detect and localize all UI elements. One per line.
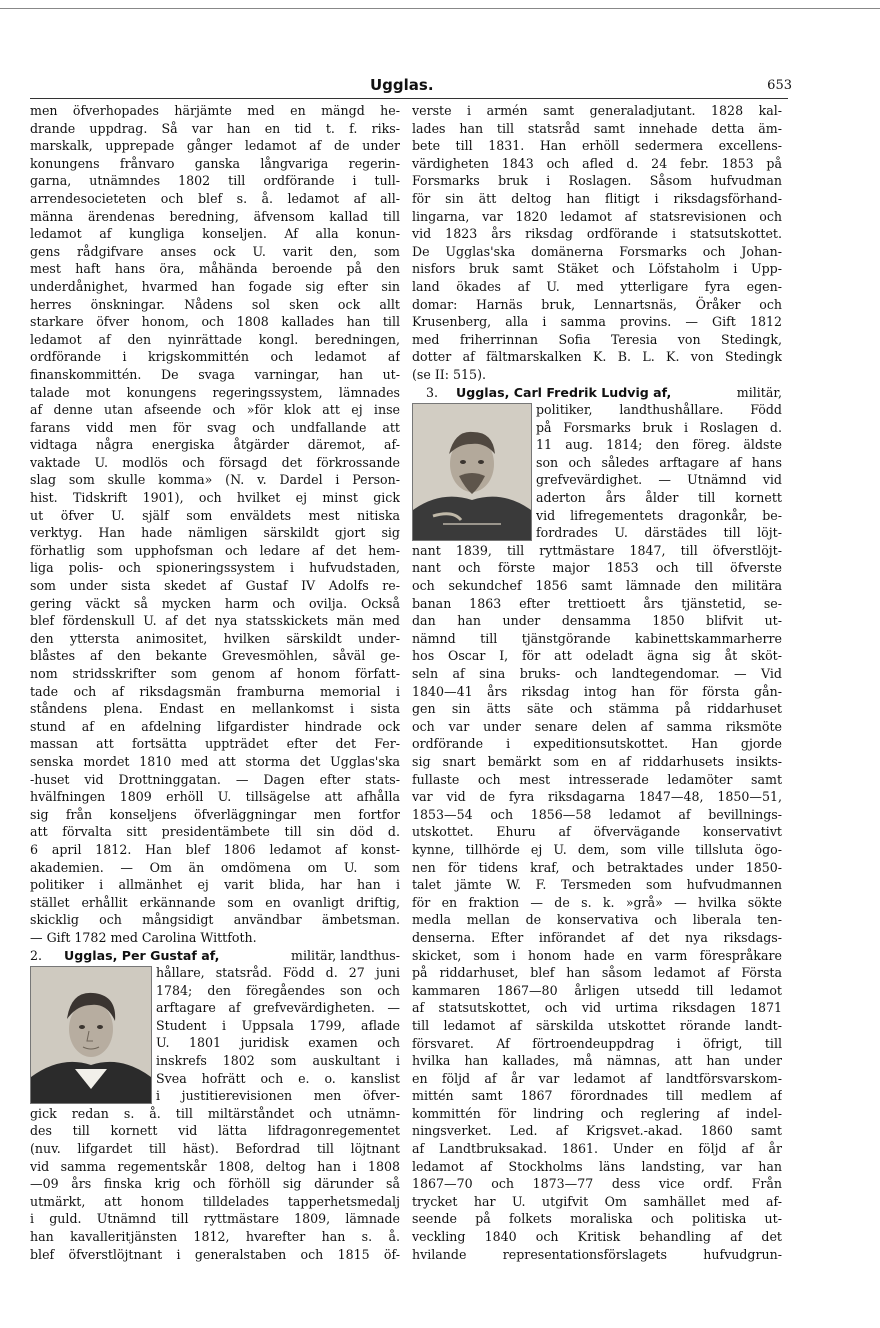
text-line: vid 1823 års riksdag ordförande i statsutskottet. — [412, 226, 782, 242]
text-line: grefvevärdighet. — Utnämnd vid — [536, 472, 782, 488]
text-line: af statsutskottet, och vid urtima riksdagen 1871 — [412, 1000, 782, 1016]
text-line: vid samma regementskår 1808, deltog han i 1808 — [30, 1158, 400, 1174]
text-line: skicket, som i honom hade en varm förespråkare — [412, 947, 782, 963]
text-line: männa ärendenas beredning, äfvensom kallad till — [30, 208, 400, 224]
text-line: veckling 1840 och Kritisk behandling af det — [412, 1229, 782, 1245]
text-line: De Ugglas'ska domänerna Forsmarks och Johan- — [412, 243, 782, 259]
text-line: han kavalleritjänsten 1812, hvarefter han s. å. — [30, 1229, 400, 1245]
portrait-per-gustaf-image — [31, 967, 151, 1103]
text-line: medla mellan de konservativa och liberala ten- — [412, 912, 782, 928]
text-line: af denne utan afseende och »för klok att ej inse — [30, 402, 400, 418]
text-line: nant 1839, till ryttmästare 1847, till öfverstlöjt- — [412, 542, 782, 558]
text-line: att förvalta sitt presidentämbete till sin död d. — [30, 824, 400, 840]
text-line: inskrefs 1802 som auskultant i — [156, 1053, 400, 1069]
text-line: värdigheten 1843 och afled d. 24 febr. 1853 på — [412, 155, 782, 171]
text-line: vidtaga några energiska åtgärder däremot, af- — [30, 437, 400, 453]
text-line: vaktade U. modlös och försagd det förkrossande — [30, 454, 400, 470]
entry2-wrapped-text — [156, 964, 400, 1105]
right-column — [412, 102, 782, 1263]
text-line: och sekundchef 1856 samt lämnade den militära — [412, 578, 782, 594]
text-line: Svea hofrätt och e. o. kanslist — [156, 1070, 400, 1086]
entry2-number: 2. — [30, 947, 43, 963]
text-line: blåstes af den bekante Grevesmöhlen, såväl ge- — [30, 648, 400, 664]
text-line: ut öfver U. själf som enväldets mest nitiska — [30, 507, 400, 523]
text-line: utmärkt, att honom tilldelades tapperhetsmedalj — [30, 1193, 400, 1209]
text-line: nämnd till tjänstgörande kabinettskammarherre — [412, 630, 782, 646]
text-line: med friherrinnan Sofia Teresia von Stedingk, — [412, 331, 782, 347]
left-text-block-b — [30, 1105, 400, 1263]
text-line: liga polis- och spioneringssystem i hufvudstaden, — [30, 560, 400, 576]
text-line: denserna. Efter införandet af det nya riksdags- — [412, 929, 782, 945]
text-line: hos Oscar I, för att odeladt ägna sig åt sköt- — [412, 648, 782, 664]
text-line: Student i Uppsala 1799, aflade — [156, 1017, 400, 1033]
text-line: slag som skulle komma» (N. v. Dardel i Person- — [30, 472, 400, 488]
text-line: ningsverket. Led. af Krigsvet.-akad. 1860 samt — [412, 1123, 782, 1139]
text-line: land ökades af U. med ytterligare fyra egen- — [412, 278, 782, 294]
text-line: 1853—54 och 1856—58 ledamot af bevillnings- — [412, 806, 782, 822]
text-line: verktyg. Han hade nämligen särskildt gjort sig — [30, 525, 400, 541]
text-line: den yttersta animositet, hvilken särskildt under- — [30, 630, 400, 646]
text-line: 1784; den föregåendes son och — [156, 982, 400, 998]
text-line: var vid de fyra riksdagarna 1847—48, 1850—51, — [412, 789, 782, 805]
text-line: aderton års ålder till kornett — [536, 490, 782, 506]
entry3-portrait-block — [412, 401, 782, 542]
text-line: på Forsmarks bruk i Roslagen d. — [536, 419, 782, 435]
text-line: —09 års finska krig och förhöll sig därunder så — [30, 1176, 400, 1192]
left-column — [30, 102, 400, 1263]
text-line: Krusenberg, alla i samma provins. — Gift 1812 — [412, 314, 782, 330]
text-line: massan att fortsätta uppträdet efter det Fer- — [30, 736, 400, 752]
text-line: kynne, tillhörde ej U. dem, som ville tillsluta ögo- — [412, 841, 782, 857]
text-line: dan han under densamma 1850 blifvit ut- — [412, 613, 782, 629]
text-line: nant och förste major 1853 och till öfverste — [412, 560, 782, 576]
text-line: politiker, landthushållare. Född — [536, 402, 782, 418]
top-border — [0, 8, 880, 9]
text-line: försvaret. Af förtroendeuppdrag i öfrigt, till — [412, 1035, 782, 1051]
text-line: af Landtbruksakad. 1861. Under en följd af år — [412, 1141, 782, 1157]
left-text-block-a — [30, 102, 400, 947]
text-line: herres önskningar. Nådens sol sken ock allt — [30, 296, 400, 312]
text-line: mittén samt 1867 förordnades till medlem af — [412, 1088, 782, 1104]
text-line: talet jämte W. F. Tersmeden som hufvudmannen — [412, 877, 782, 893]
text-line: lades han till statsråd samt innehade detta äm- — [412, 120, 782, 136]
entry2-name: Ugglas, Per Gustaf af, — [64, 947, 220, 963]
right-text-block-b — [412, 542, 782, 1263]
text-line: ledamot af den nyinrättade kongl. beredningen, — [30, 331, 400, 347]
text-line: sig snart bemärkt som en af riddarhusets insikts- — [412, 754, 782, 770]
text-line: stället erhållit erkännande som en ovanligt driftig, — [30, 894, 400, 910]
text-line: 1840—41 års riksdag intog han för första gån- — [412, 683, 782, 699]
text-line: marskalk, upprepade gånger ledamot af de under — [30, 138, 400, 154]
running-header: Ugglas. — [370, 76, 434, 94]
text-line: utskottet. Ehuru af öfvervägande konservativt — [412, 824, 782, 840]
text-line: för en fraktion — de s. k. »grå» — hvilka sökte — [412, 894, 782, 910]
text-line: domar: Harnäs bruk, Lennartsnäs, Öråker och — [412, 296, 782, 312]
text-line: — Gift 1782 med Carolina Wittfoth. — [30, 929, 257, 945]
text-line: ståndens plena. Endast en mellankomst i sista — [30, 701, 400, 717]
entry2-portrait-block — [30, 964, 400, 1105]
text-line: drande uppdrag. Så var han en tid t. f. riks- — [30, 120, 400, 136]
text-line: stund af en afdelning lifgardister hindrade ock — [30, 718, 400, 734]
text-line: bete till 1831. Han erhöll sedermera excellens- — [412, 138, 782, 154]
text-line: akademien. — Om än omdömena om U. som — [30, 859, 400, 875]
text-line: (se II: 515). — [412, 366, 486, 382]
text-line: starkare öfver honom, och 1808 kallades han till — [30, 314, 400, 330]
text-line: förhatlig som upphofsman och ledare af det hem- — [30, 542, 400, 558]
right-text-block-a — [412, 102, 782, 384]
text-line: trycket har U. utgifvit Om samhället med af- — [412, 1193, 782, 1209]
portrait-carl-fredrik-image — [413, 404, 531, 540]
text-line: fordrades U. därstädes till löjt- — [536, 525, 782, 541]
text-line: fullaste och mest intresserade ledamöter samt — [412, 771, 782, 787]
text-line: farans vidd men för svag och undfallande att — [30, 419, 400, 435]
text-line: dotter af fältmarskalken K. B. L. K. von Stedingk — [412, 349, 782, 365]
text-line: senska mordet 1810 med att storma det Ugglas'ska — [30, 753, 400, 769]
text-line: seln af sina bruks- och landtegendomar. — Vid — [412, 666, 782, 682]
text-line: nom stridsskrifter som genom af honom författ- — [30, 666, 400, 681]
text-line: gering väckt så mycken harm och ovilja. Också — [30, 595, 400, 611]
header-rule — [30, 98, 788, 99]
text-line: på riddarhuset, blef han såsom ledamot af Första — [412, 965, 782, 981]
portrait-carl-fredrik — [412, 403, 532, 541]
text-line: nisfors bruk samt Stäket och Löfstaholm i Upp- — [412, 261, 782, 277]
text-line: politiker i allmänhet ej varit blida, har han i — [30, 877, 400, 893]
entry2-first-line: militär, landthus- — [291, 947, 400, 963]
text-line: nen för tidens kraf, och betraktades under 1850- — [412, 859, 782, 875]
text-line: en följd af år var ledamot af landtförsvarskom- — [412, 1070, 782, 1086]
text-line: Forsmarks bruk i Roslagen. Såsom hufvudman — [412, 173, 782, 189]
entry3-heading-line — [412, 384, 782, 402]
text-line: mest haft hans öra, måhända beroende på den — [30, 261, 400, 277]
entry3-name: Ugglas, Carl Fredrik Ludvig af, — [456, 384, 672, 400]
entry3-first-line: militär, — [736, 384, 782, 400]
entry3-wrapped-text — [536, 401, 782, 542]
text-line: (nuv. lifgardet till häst). Befordrad till löjtnant — [30, 1141, 400, 1157]
text-line: hållare, statsråd. Född d. 27 juni — [156, 965, 400, 981]
text-line: -huset vid Drottninggatan. — Dagen efter stats- — [30, 771, 400, 787]
text-line: hist. Tidskrift 1901), och hvilket ej minst gick — [30, 490, 400, 506]
entry3-number: 3. — [426, 384, 439, 400]
text-line: finanskommittén. De svaga varningar, han ut- — [30, 366, 400, 382]
entry2-heading-line — [30, 947, 400, 965]
text-line: garna, utnämndes 1802 till ordförande i tull- — [30, 173, 400, 189]
text-line: talade mot konungens regeringssystem, lämnades — [30, 384, 400, 400]
text-line: för sin ätt deltog han flitigt i riksdagsförhand- — [412, 190, 782, 206]
text-line: kommittén för lindring och reglering af indel- — [412, 1105, 782, 1121]
text-line: hvälfningen 1809 erhöll U. tillsägelse att afhålla — [30, 789, 400, 805]
text-line: vid lifregementets dragonkår, be- — [536, 507, 782, 523]
text-line: ordförande i krigskommittén och ledamot af — [30, 349, 400, 365]
text-line: till ledamot af särskilda utskottet rörande landt- — [412, 1017, 782, 1033]
text-line: i justitierevisionen men öfver- — [156, 1088, 400, 1104]
text-line: gick redan s. å. till miltärståndet och utnämn- — [30, 1105, 400, 1121]
text-line: hvilande representationsförslagets hufvudgrun- — [412, 1246, 782, 1262]
text-line: ledamot af kungliga konseljen. Af alla konun- — [30, 226, 400, 242]
text-line: banan 1863 efter trettioett års tjänstetid, se- — [412, 595, 782, 611]
page-number: 653 — [767, 78, 792, 93]
portrait-per-gustaf — [30, 966, 152, 1104]
text-line: 1867—70 och 1873—77 dess vice ordf. Från — [412, 1176, 782, 1192]
text-line: men öfverhopades härjämte med en mängd he- — [30, 103, 400, 118]
text-line: son och således arftagare af hans — [536, 454, 782, 470]
text-line: verste i armén samt generaladjutant. 1828 kal- — [412, 103, 782, 118]
text-line: och var under senare delen af samma riksmöte — [412, 718, 782, 734]
text-line: U. 1801 juridisk examen och — [156, 1035, 400, 1051]
text-line: i guld. Utnämnd till ryttmästare 1809, lämnade — [30, 1211, 400, 1227]
text-line: arrendesocieteten och blef s. å. ledamot af all- — [30, 190, 400, 206]
text-line: lingarna, var 1820 ledamot af statsrevisionen och — [412, 208, 782, 224]
text-line: kammaren 1867—80 årligen utsedd till ledamot — [412, 982, 782, 998]
text-line: som under sista skedet af Gustaf IV Adolfs re- — [30, 578, 400, 594]
text-line: konungens frånvaro ganska långvariga regerin- — [30, 155, 400, 171]
text-line: hvilka han kallades, må nämnas, att han under — [412, 1053, 782, 1069]
text-line: des till kornett vid lätta lifdragonregementet — [30, 1123, 400, 1139]
text-line: gen sin ätts säte och stämma på riddarhuset — [412, 701, 782, 717]
text-line: underdånighet, hvarmed han fogade sig efter sin — [30, 278, 400, 294]
text-line: ordförande i expeditionsutskottet. Han gjorde — [412, 736, 782, 752]
text-line: skicklig och mångsidigt användbar ämbetsman. — [30, 912, 400, 928]
text-line: 11 aug. 1814; den föreg. äldste — [536, 437, 782, 453]
text-line: gens rådgifvare anses ock U. varit den, som — [30, 243, 400, 259]
text-line: sig från konseljens öfverläggningar men fortfor — [30, 806, 400, 822]
text-line: tade och af riksdagsmän framburna memorial i — [30, 683, 400, 699]
text-line: ledamot af Stockholms läns landsting, var han — [412, 1158, 782, 1174]
text-line: 6 april 1812. Han blef 1806 ledamot af konst- — [30, 841, 400, 857]
text-line: arftagare af grefvevärdigheten. — — [156, 1000, 400, 1016]
text-line: blef fördenskull U. af det nya statsskickets män med — [30, 613, 400, 629]
text-line: seende på folkets moraliska och politiska ut- — [412, 1211, 782, 1227]
text-line: blef öfverstlöjtnant i generalstaben och 1815 öf- — [30, 1246, 400, 1262]
